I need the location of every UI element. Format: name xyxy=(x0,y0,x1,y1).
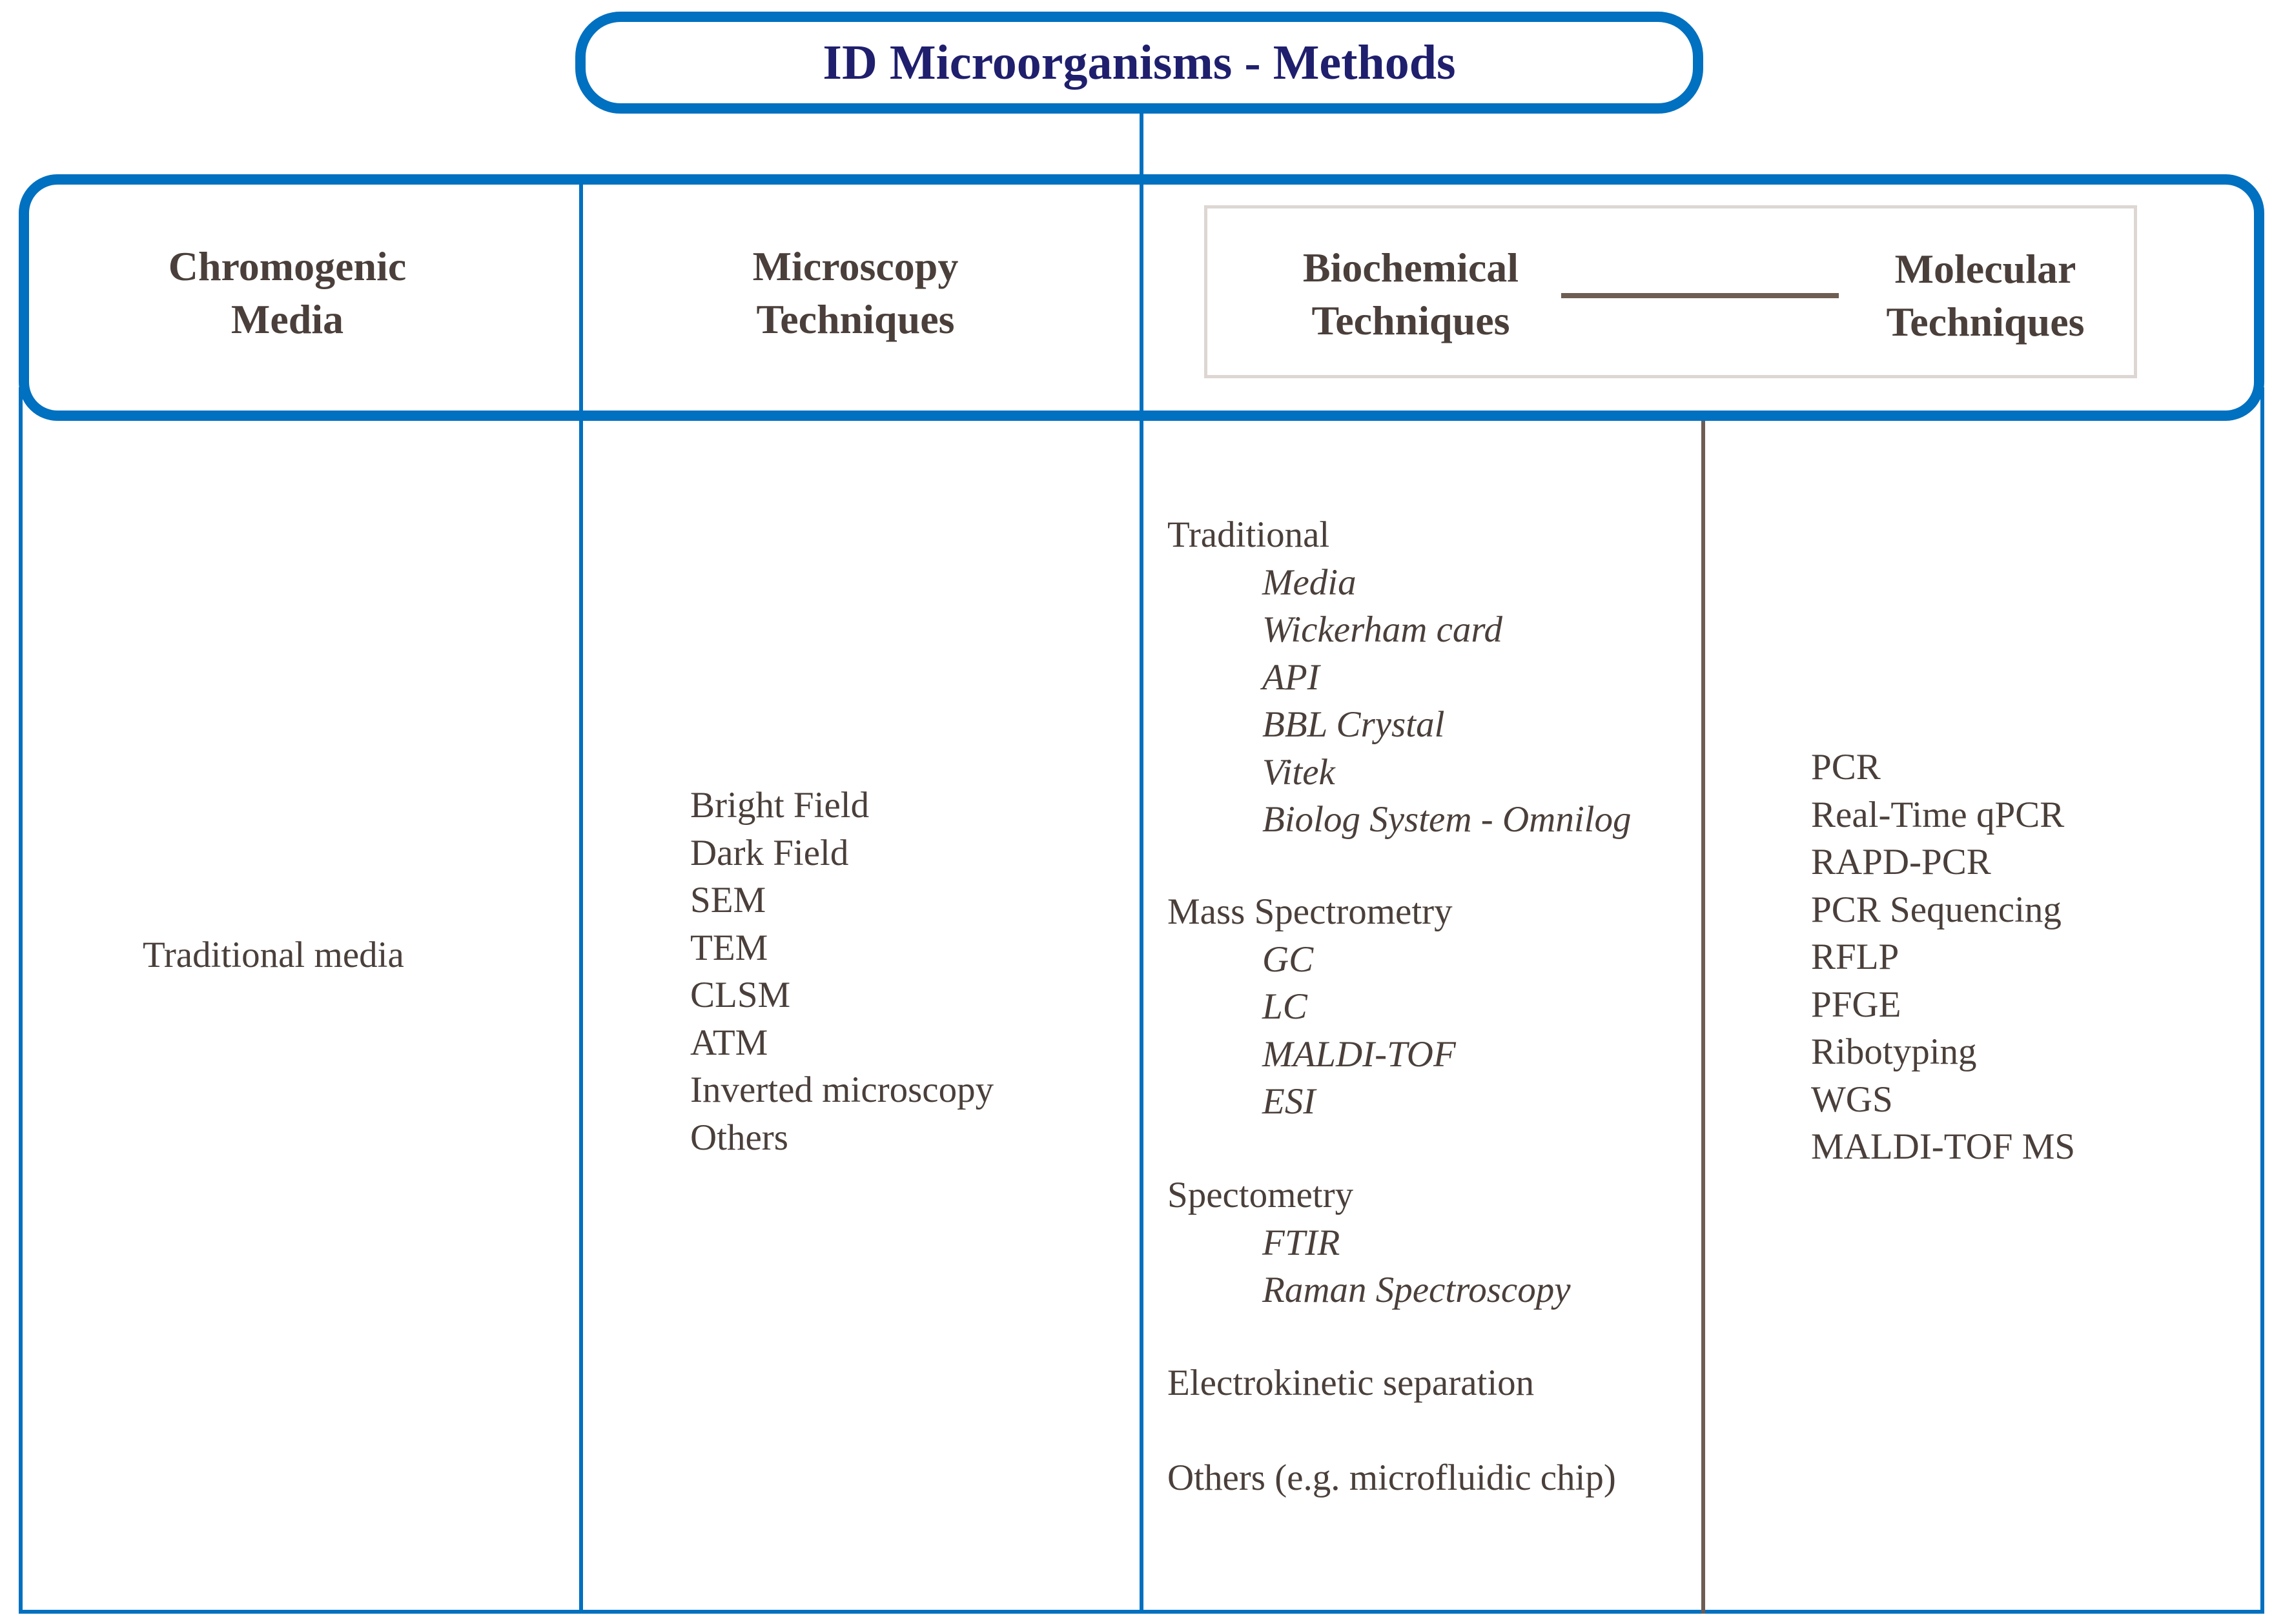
biochem-group-electrokinetic xyxy=(1167,1359,1534,1407)
header-line: Biochemical xyxy=(1302,245,1519,290)
header-chromogenic xyxy=(29,240,546,346)
list-item: BBL Crystal xyxy=(1262,704,1445,745)
header-line: Techniques xyxy=(1311,298,1510,343)
list-item: SEM xyxy=(690,880,766,920)
title-box xyxy=(575,12,1703,114)
header-line: Media xyxy=(230,296,344,342)
list-item: MALDI-TOF MS xyxy=(1811,1126,2076,1167)
list-item: Others xyxy=(690,1117,788,1158)
header-line: Microscopy xyxy=(752,243,959,289)
list-item: Biolog System - Omnilog xyxy=(1262,799,1632,840)
list-item: API xyxy=(1262,656,1320,698)
list-item: Ribotyping xyxy=(1811,1031,1977,1072)
biochem-group-traditional xyxy=(1167,511,1632,844)
header-biochemical xyxy=(1217,241,1604,347)
list-item: Media xyxy=(1262,562,1356,603)
list-item: Wickerham card xyxy=(1262,609,1503,650)
group-label: Spectometry xyxy=(1167,1175,1354,1215)
list-item: PFGE xyxy=(1811,984,1901,1025)
group-label: Others (e.g. microfluidic chip) xyxy=(1167,1457,1616,1498)
title-connector xyxy=(1140,114,1143,178)
right-border xyxy=(2260,387,2264,1614)
list-item: Real-Time qPCR xyxy=(1811,794,2065,835)
list-item: Raman Spectroscopy xyxy=(1262,1270,1571,1310)
list-item: CLSM xyxy=(690,975,791,1015)
list-item: FTIR xyxy=(1262,1222,1340,1263)
list-item: PCR Sequencing xyxy=(1811,889,2062,930)
biochem-group-others xyxy=(1167,1454,1616,1502)
list-item: GC xyxy=(1262,939,1314,980)
list-item: Dark Field xyxy=(690,832,849,873)
header-molecular xyxy=(1795,243,2176,349)
list-item: ESI xyxy=(1262,1081,1316,1122)
diagram-title: ID Microorganisms - Methods xyxy=(823,35,1456,90)
left-border xyxy=(19,387,23,1614)
list-item: RAPD-PCR xyxy=(1811,842,1991,882)
group-label: Mass Spectrometry xyxy=(1167,891,1453,932)
header-line: Molecular xyxy=(1894,246,2076,292)
molecular-list xyxy=(1811,744,2075,1171)
list-item: RFLP xyxy=(1811,937,1899,977)
biochem-group-mass-spectrometry xyxy=(1167,888,1456,1126)
list-item: ATM xyxy=(690,1022,768,1063)
biochem-group-spectometry xyxy=(1167,1172,1571,1314)
list-item: Inverted microscopy xyxy=(690,1070,994,1110)
header-line: Chromogenic xyxy=(168,243,407,289)
list-item: TEM xyxy=(690,927,768,968)
divider-biochem-molecular xyxy=(1701,420,1705,1614)
header-microscopy xyxy=(597,240,1114,346)
list-item: LC xyxy=(1262,986,1307,1027)
group-label: Electrokinetic separation xyxy=(1167,1363,1535,1403)
list-item: Bright Field xyxy=(690,785,870,826)
list-item: Vitek xyxy=(1262,751,1335,793)
microscopy-list xyxy=(690,782,994,1161)
bottom-border xyxy=(19,1610,2264,1614)
list-item: WGS xyxy=(1811,1079,1893,1120)
list-item: PCR xyxy=(1811,747,1881,787)
list-item: Traditional media xyxy=(143,935,404,975)
list-item: MALDI-TOF xyxy=(1262,1033,1456,1075)
group-label: Traditional xyxy=(1167,514,1330,555)
chromogenic-list xyxy=(143,931,404,979)
header-line: Techniques xyxy=(1886,299,2085,345)
header-line: Techniques xyxy=(756,296,955,342)
